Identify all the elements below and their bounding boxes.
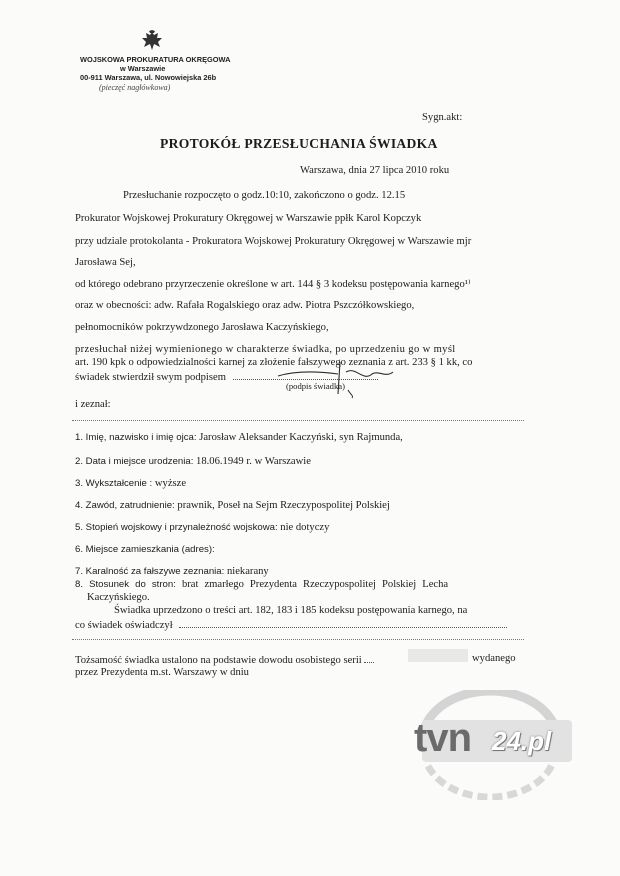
watermark-text-24pl: 24.pl xyxy=(492,726,552,756)
item-7-value: niekarany xyxy=(226,566,269,577)
item-7-label: 7. Karalność za fałszywe zeznania: xyxy=(75,566,225,577)
letterhead-line-3: 00-911 Warszawa, ul. Nowowiejska 26b xyxy=(80,73,217,82)
eagle-emblem-icon xyxy=(140,30,164,52)
tvn24-watermark xyxy=(404,690,576,800)
item-4-value: prawnik, Poseł na Sejm Rzeczypospolitej Polskiej xyxy=(177,500,390,511)
watermark-text-tvn: tvn xyxy=(414,716,471,760)
caution-line-2-text: co świadek oświadczył xyxy=(75,620,173,631)
item-4 xyxy=(75,499,390,512)
item-7 xyxy=(75,565,269,578)
item-6 xyxy=(75,543,215,556)
attorneys-line: pełnomocników pokrzywdzonego Jarosława Kaczyńskiego, xyxy=(75,322,329,333)
identity-line-1-text: Tożsamość świadka ustalono na podstawie dowodu osobistego serii xyxy=(75,655,362,666)
caution-line-1: Świadka uprzedzono o treści art. 182, 183 i 185 kodeksu postępowania karnego, na xyxy=(114,605,468,616)
item-3 xyxy=(75,477,186,490)
item-5-label: 5. Stopień wojskowy i przynależność wojskowa: xyxy=(75,522,278,533)
warning-line-1: przesłuchał niżej wymienionego w charakterze świadka, po uprzedzeniu go w myśl xyxy=(75,344,456,355)
item-8-continuation: Kaczyńskiego. xyxy=(87,592,150,603)
identity-dots xyxy=(364,652,374,663)
identity-line-1 xyxy=(75,652,374,667)
date-line: Warszawa, dnia 27 lipca 2010 roku xyxy=(300,165,450,176)
presence-line: oraz w obecności: adw. Rafała Rogalskiego oraz adw. Piotra Pszczółkowskiego, xyxy=(75,300,415,311)
item-3-label: 3. Wykształcenie : xyxy=(75,478,153,489)
item-8-value: brat zmarłego Prezydenta Rzeczypospolitej Polskiej Lecha xyxy=(181,579,449,590)
item-2-value: 18.06.1949 r. w Warszawie xyxy=(196,456,311,467)
item-3-value: wyższe xyxy=(154,478,187,489)
item-2-label: 2. Data i miejsce urodzenia: xyxy=(75,456,194,467)
letterhead-line-2: w Warszawie xyxy=(120,64,166,73)
letterhead-line-4: (pieczęć nagłówkowa) xyxy=(99,83,171,92)
item-1 xyxy=(75,431,403,444)
item-1-label: 1. Imię, nazwisko i imię ojca: xyxy=(75,432,197,443)
case-signature-label: Sygn.akt: xyxy=(422,112,463,123)
statement-dotted-line-2 xyxy=(72,639,524,640)
warning-line-3-text: świadek stwierdził swym podpisem xyxy=(75,372,226,383)
testified-label: i zeznał: xyxy=(75,399,111,410)
clerk-line-2: Jarosława Sej, xyxy=(75,257,136,268)
item-8 xyxy=(75,578,448,591)
caution-line-2 xyxy=(75,617,507,632)
prosecutor-line: Prokurator Wojskowej Prokuratury Okręgowej w Warszawie ppłk Karol Kopczyk xyxy=(75,213,422,224)
item-5-value: nie dotyczy xyxy=(280,522,330,533)
item-8-label: 8. Stosunek do stron: xyxy=(75,579,176,590)
clerk-line-1: przy udziale protokolanta - Prokuratora Wojskowej Prokuratury Okręgowej w Warszawie mjr xyxy=(75,236,472,247)
item-6-label: 6. Miejsce zamieszkania (adres): xyxy=(75,544,215,555)
signature-caption: (podpis świadka) xyxy=(286,381,345,391)
identity-line-2: przez Prezydenta m.st. Warszawy w dniu xyxy=(75,667,249,678)
statement-dotted-line xyxy=(179,617,507,628)
times-line: Przesłuchanie rozpoczęto o godz.10:10, zakończono o godz. 12.15 xyxy=(123,190,406,201)
item-4-label: 4. Zawód, zatrudnienie: xyxy=(75,500,175,511)
warning-line-2: art. 190 kpk o odpowiedzialności karnej za złożenie fałszywego zeznania z art. 233 § 1 kk, co xyxy=(75,357,473,368)
document-title: PROTOKÓŁ PRZESŁUCHANIA ŚWIADKA xyxy=(160,136,438,151)
identity-issued-label: wydanego xyxy=(472,653,516,664)
item-1-value: Jarosław Aleksander Kaczyński, syn Rajmunda, xyxy=(199,432,403,443)
item-2 xyxy=(75,455,311,468)
oath-line: od którego odebrano przyrzeczenie określone w art. 144 § 3 kodeksu postępowania karnego¹⁾ xyxy=(75,279,471,290)
redacted-id-series xyxy=(408,649,468,662)
witness-signature xyxy=(268,352,403,400)
letterhead-line-1: WOJSKOWA PROKURATURA OKRĘGOWA xyxy=(80,55,231,64)
divider-line xyxy=(72,420,524,421)
item-5 xyxy=(75,521,329,534)
